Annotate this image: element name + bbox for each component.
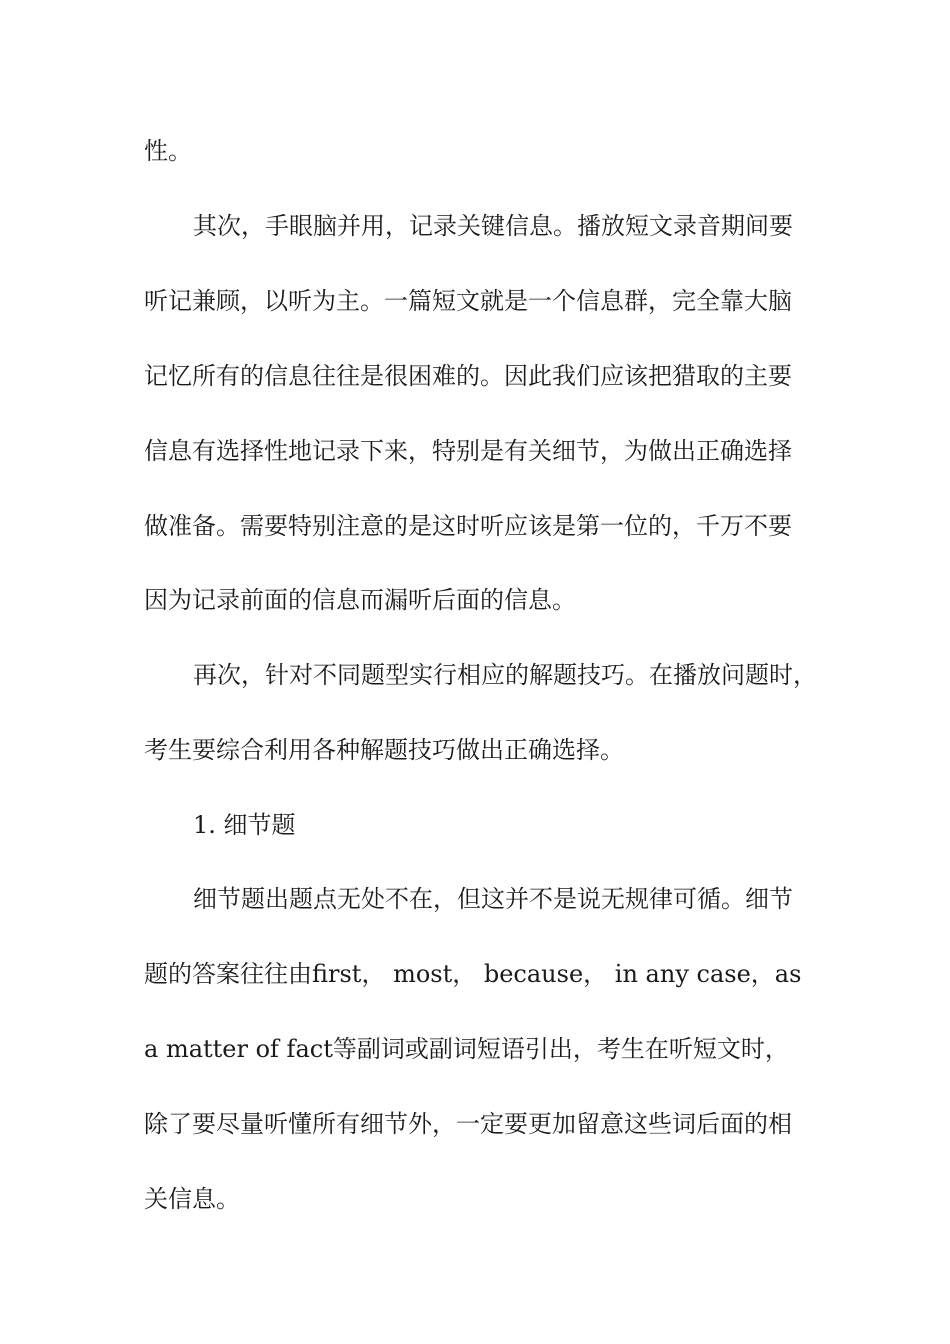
- text-line: a matter of fact等副词或副词短语引出，考生在听短文时，: [144, 1035, 789, 1063]
- section-heading: 1. 细节题: [193, 811, 296, 839]
- text-line: 信息有选择性地记录下来，特别是有关细节，为做出正确选择: [144, 437, 792, 465]
- text-line: 性。: [144, 137, 192, 165]
- text-line: 听记兼顾，以听为主。一篇短文就是一个信息群，完全靠大脑: [144, 287, 792, 315]
- text-line: 考生要综合利用各种解题技巧做出正确选择。: [144, 736, 624, 764]
- text-line: 关信息。: [144, 1185, 240, 1213]
- text-line: 因为记录前面的信息而漏听后面的信息。: [144, 586, 576, 614]
- text-line: 做准备。需要特别注意的是这时听应该是第一位的，千万不要: [144, 512, 792, 540]
- text-line: 题的答案往往由first， most， because， in any case，as: [144, 960, 802, 988]
- paragraph-line: 其次，手眼脑并用，记录关键信息。播放短文录音期间要: [193, 212, 793, 240]
- paragraph-line: 细节题出题点无处不在，但这并不是说无规律可循。细节: [193, 885, 793, 913]
- text-line: 除了要尽量听懂所有细节外，一定要更加留意这些词后面的相: [144, 1110, 792, 1138]
- paragraph-line: 再次，针对不同题型实行相应的解题技巧。在播放问题时，: [193, 661, 817, 689]
- text-line: 记忆所有的信息往往是很困难的。因此我们应该把猎取的主要: [144, 362, 792, 390]
